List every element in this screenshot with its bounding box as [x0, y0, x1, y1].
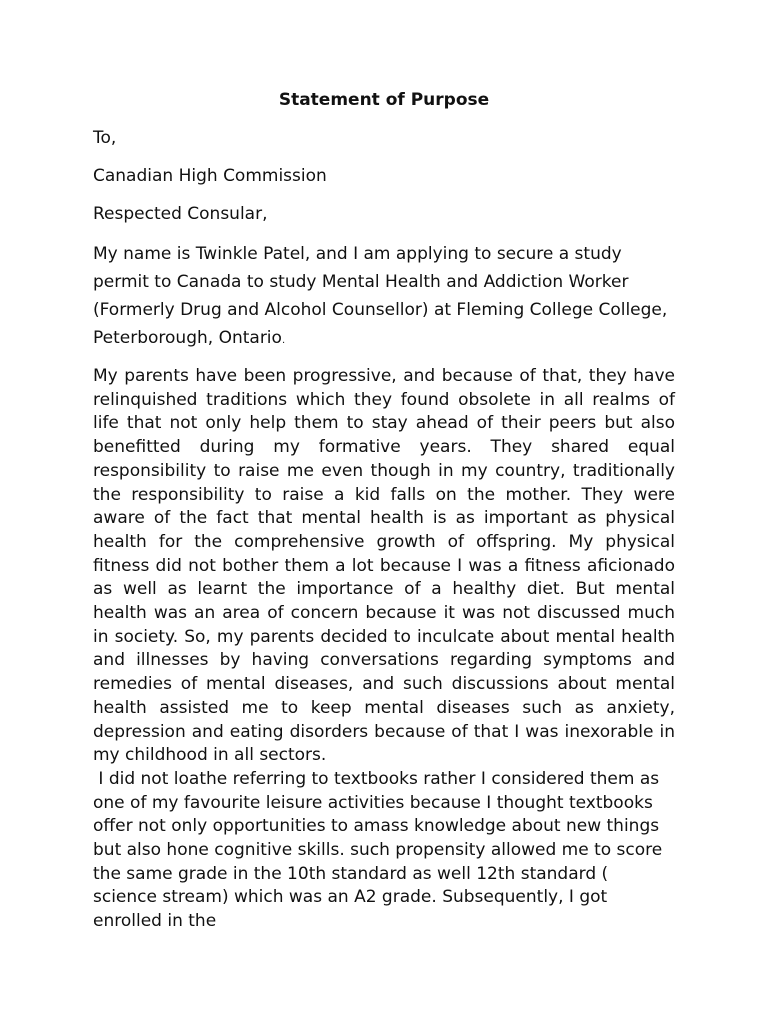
salutation: To,	[93, 128, 117, 148]
recipient: Canadian High Commission	[93, 166, 327, 186]
intro-text: My name is Twinkle Patel, and I am applying to secure a study permit to Canada to study Mental Health and Addiction Worker (Formerly Drug and Alcohol Counsellor) at Fleming College College, Peterborough, Ontario	[93, 244, 668, 348]
greeting: Respected Consular,	[93, 204, 268, 224]
document-title: Statement of Purpose	[278, 90, 490, 110]
body-paragraph-1: My parents have been progressive, and because of that, they have relinquished traditions which they found obsolete in all realms of life that not only help them to stay ahead of their peers but also benefitted during my formative years. They shared equal responsibility to raise me even though in my country, traditionally the responsibility to raise a kid falls on the mother. They were aware of the fact that mental health is as important as physical health for the comprehensive growth of offspring. My physical fitness did not bother them a lot because I was a fitness aficionado as well as learnt the importance of a healthy diet. But mental health was an area of concern because it was not discussed much in society. So, my parents decided to inculcate about mental health and illnesses by having conversations regarding symptoms and remedies of mental diseases, and such discussions about mental health assisted me to keep mental diseases such as anxiety, depression and eating disorders because of that I was inexorable in my childhood in all sectors.	[93, 366, 675, 766]
body-paragraph-2: I did not loathe referring to textbooks rather I considered them as one of my favourite leisure activities because I thought textbooks offer not only opportunities to amass knowledge about new things but also hone cognitive skills. such propensity allowed me to score the same grade in the 10th standard as well 12th standard ( science stream) which was an A2 grade. Subsequently, I got enrolled in the	[93, 768, 668, 932]
intro-paragraph	[93, 240, 675, 355]
document-page	[93, 88, 675, 934]
intro-period: .	[281, 335, 286, 346]
